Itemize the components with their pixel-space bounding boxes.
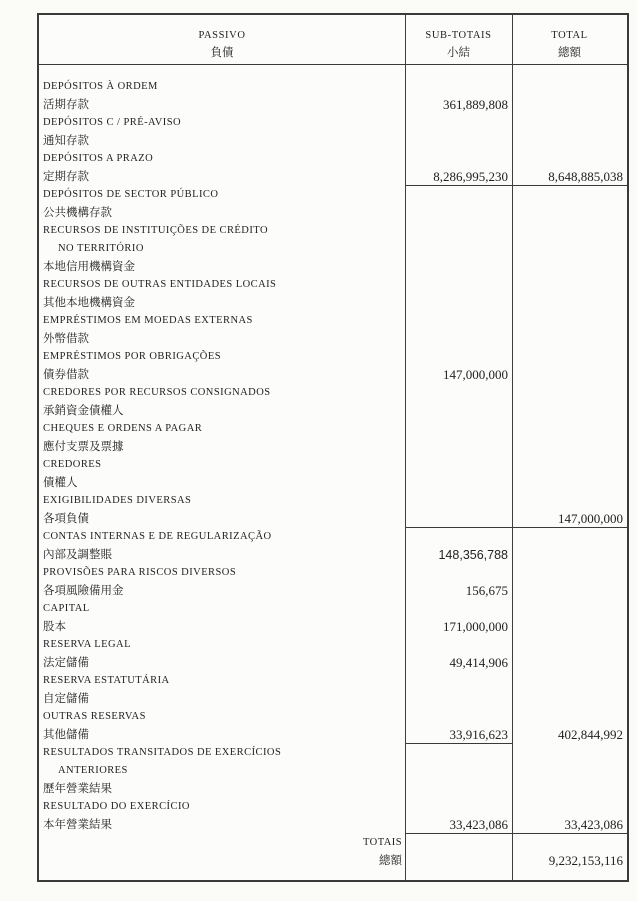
totals-total-cell [512,834,627,880]
total-value: 147,000,000 [558,511,623,526]
total-cell [512,312,627,348]
label-line-zh: 公共機構存款 [43,207,112,219]
header-subtotals-pt: SUB-TOTAIS [425,30,492,41]
subtotal-cell [405,672,512,708]
total-cell [512,114,627,150]
total-cell [512,798,627,834]
total-cell [512,78,627,114]
total-cell [512,420,627,456]
total-cell [512,150,627,186]
subtotal-cell [405,528,512,564]
total-cell [512,456,627,492]
row-credores-por-recursos-consignados [39,384,627,420]
label-line-pt: PROVISÕES PARA RISCOS DIVERSOS [43,567,237,578]
total-cell [512,636,627,672]
row-labels [39,78,405,114]
row-labels [39,384,405,420]
label-line-zh: 外幣借款 [43,333,89,345]
label-line-pt: EMPRÉSTIMOS EM MOEDAS EXTERNAS [43,315,253,326]
total-value: 33,423,086 [564,817,623,832]
row-labels [39,456,405,492]
label-line-zh: 各項負債 [43,513,89,525]
subtotal-cell [405,600,512,636]
label-line-pt: RESERVA LEGAL [43,639,131,650]
label-line-pt: DEPÓSITOS DE SECTOR PÚBLICO [43,189,219,200]
row-provisoes-para-riscos-diversos [39,564,627,600]
label-line-pt: RECURSOS DE OUTRAS ENTIDADES LOCAIS [43,279,277,290]
subtotal-value: 8,286,995,230 [433,169,508,184]
label-line-zh: 自定儲備 [43,693,89,705]
subtotal-cell [405,222,512,276]
row-emprestimos-em-moedas-externas [39,312,627,348]
label-line-zh: 其他儲備 [43,729,89,741]
total-cell [512,744,627,798]
header-total [512,27,627,64]
row-cheques-e-ordens-a-pagar [39,420,627,456]
label-line-zh: 定期存款 [43,171,89,183]
row-depositos-de-sector-publico [39,186,627,222]
subtotal-cell [405,744,512,798]
label-line-pt: CHEQUES E ORDENS A PAGAR [43,423,203,434]
header-total-pt: TOTAL [551,30,588,41]
label-line-zh: 各項風險備用金 [43,585,124,597]
row-resultados-transitados-de-exercicios-anteriores [39,744,627,798]
totals-labels [39,834,405,880]
total-cell [512,222,627,276]
label-line-pt: EXIGIBILIDADES DIVERSAS [43,495,192,506]
row-labels [39,348,405,384]
subtotal-cell [405,420,512,456]
row-labels [39,114,405,150]
row-labels [39,528,405,564]
row-totais [39,834,627,880]
liabilities-table [37,13,629,882]
header-passivo-pt: PASSIVO [198,30,246,41]
header-subtotals-zh: 小結 [447,47,470,59]
row-labels [39,600,405,636]
row-emprestimos-por-obrigacoes [39,348,627,384]
subtotal-cell [405,114,512,150]
label-line-pt: DEPÓSITOS C / PRÉ-AVISO [43,117,182,128]
label-line-pt: CREDORES [43,459,102,470]
total-cell [512,564,627,600]
subtotal-cell [405,492,512,528]
subtotal-cell [405,276,512,312]
label-line-pt: CAPITAL [43,603,90,614]
total-cell [512,384,627,420]
label-line-zh: 法定儲備 [43,657,89,669]
subtotal-value: 361,889,808 [443,97,508,112]
total-cell [512,528,627,564]
label-line-pt: RECURSOS DE INSTITUIÇÕES DE CRÉDITO [43,225,268,236]
column-divider-total [512,15,513,880]
subtotal-cell [405,78,512,114]
row-exigibilidades-diversas [39,492,627,528]
label-line-zh: 承銷資金債權人 [43,405,124,417]
label-line-pt: DEPÓSITOS A PRAZO [43,153,154,164]
label-line-zh: 其他本地機構資金 [43,297,135,309]
label-line-pt: NO TERRITÓRIO [58,243,144,254]
row-depositos-a-prazo [39,150,627,186]
totals-subtotal-cell [405,834,512,880]
row-depositos-c-pre-aviso [39,114,627,150]
label-line-zh: 歷年營業結果 [43,783,112,795]
subtotal-value: 148,356,788 [438,548,508,562]
row-labels [39,672,405,708]
table-body [39,65,627,880]
label-line-pt: CONTAS INTERNAS E DE REGULARIZAÇÃO [43,531,272,542]
row-resultado-do-exercicio [39,798,627,834]
label-line-pt: RESULTADO DO EXERCÍCIO [43,801,190,812]
totals-label-zh: 總額 [379,855,402,867]
column-divider-subtotals [405,15,406,880]
row-credores [39,456,627,492]
subtotal-cell [405,186,512,222]
row-labels [39,798,405,834]
row-labels [39,708,405,744]
total-cell [512,600,627,636]
row-labels [39,186,405,222]
subtotal-value: 156,675 [465,583,508,598]
subtotal-value: 33,916,623 [449,727,508,742]
header-subtotals [405,27,512,64]
row-labels [39,150,405,186]
row-labels [39,222,405,276]
label-line-pt: RESERVA ESTATUTÁRIA [43,675,170,686]
grand-total-value: 9,232,153,116 [548,853,623,868]
label-line-zh: 本地信用機構資金 [43,261,135,273]
label-line-zh: 活期存款 [43,99,89,111]
total-cell [512,708,627,744]
subtotal-cell [405,798,512,834]
label-line-pt: CREDORES POR RECURSOS CONSIGNADOS [43,387,271,398]
subtotal-value: 171,000,000 [443,619,508,634]
subtotal-value: 49,414,906 [449,655,508,670]
subtotal-cell [405,564,512,600]
row-labels [39,420,405,456]
header-total-zh: 總額 [558,47,581,59]
row-capital [39,600,627,636]
row-labels [39,492,405,528]
row-contas-internas-e-de-regularizacao [39,528,627,564]
label-line-pt: EMPRÉSTIMOS POR OBRIGAÇÕES [43,351,221,362]
total-cell [512,186,627,222]
total-cell [512,276,627,312]
row-labels [39,636,405,672]
label-line-zh: 內部及調整賬 [43,549,112,561]
label-line-zh: 本年營業結果 [43,819,112,831]
totals-label-pt: TOTAIS [363,837,402,848]
header-passivo [39,27,405,64]
total-cell [512,492,627,528]
subtotal-cell [405,384,512,420]
label-line-pt: RESULTADOS TRANSITADOS DE EXERCÍCIOS [43,747,282,758]
label-line-pt: DEPÓSITOS À ORDEM [43,81,158,92]
row-reserva-estatutaria [39,672,627,708]
row-depositos-a-ordem [39,78,627,114]
label-line-zh: 股本 [43,621,66,633]
subtotal-cell [405,708,512,744]
row-reserva-legal [39,636,627,672]
row-labels [39,276,405,312]
row-outras-reservas [39,708,627,744]
label-line-pt: OUTRAS RESERVAS [43,711,146,722]
row-recursos-de-instituicoes-de-credito [39,222,627,276]
label-line-zh: 債權人 [43,477,78,489]
subtotal-cell [405,636,512,672]
header-passivo-zh: 負債 [210,47,234,59]
subtotal-cell [405,150,512,186]
label-line-zh: 通知存款 [43,135,89,147]
subtotal-value: 33,423,086 [449,817,508,832]
label-line-zh: 債券借款 [43,369,89,381]
subtotal-value: 147,000,000 [443,367,508,382]
label-line-zh: 應付支票及票據 [43,441,124,453]
row-labels [39,312,405,348]
row-labels [39,744,405,798]
subtotal-cell [405,456,512,492]
total-value: 8,648,885,038 [548,169,623,184]
label-line-pt: ANTERIORES [58,765,128,776]
total-cell [512,348,627,384]
subtotal-cell [405,312,512,348]
row-labels [39,564,405,600]
row-recursos-de-outras-entidades-locais [39,276,627,312]
total-cell [512,672,627,708]
total-value: 402,844,992 [558,727,623,742]
subtotal-cell [405,348,512,384]
table-header [39,15,627,65]
